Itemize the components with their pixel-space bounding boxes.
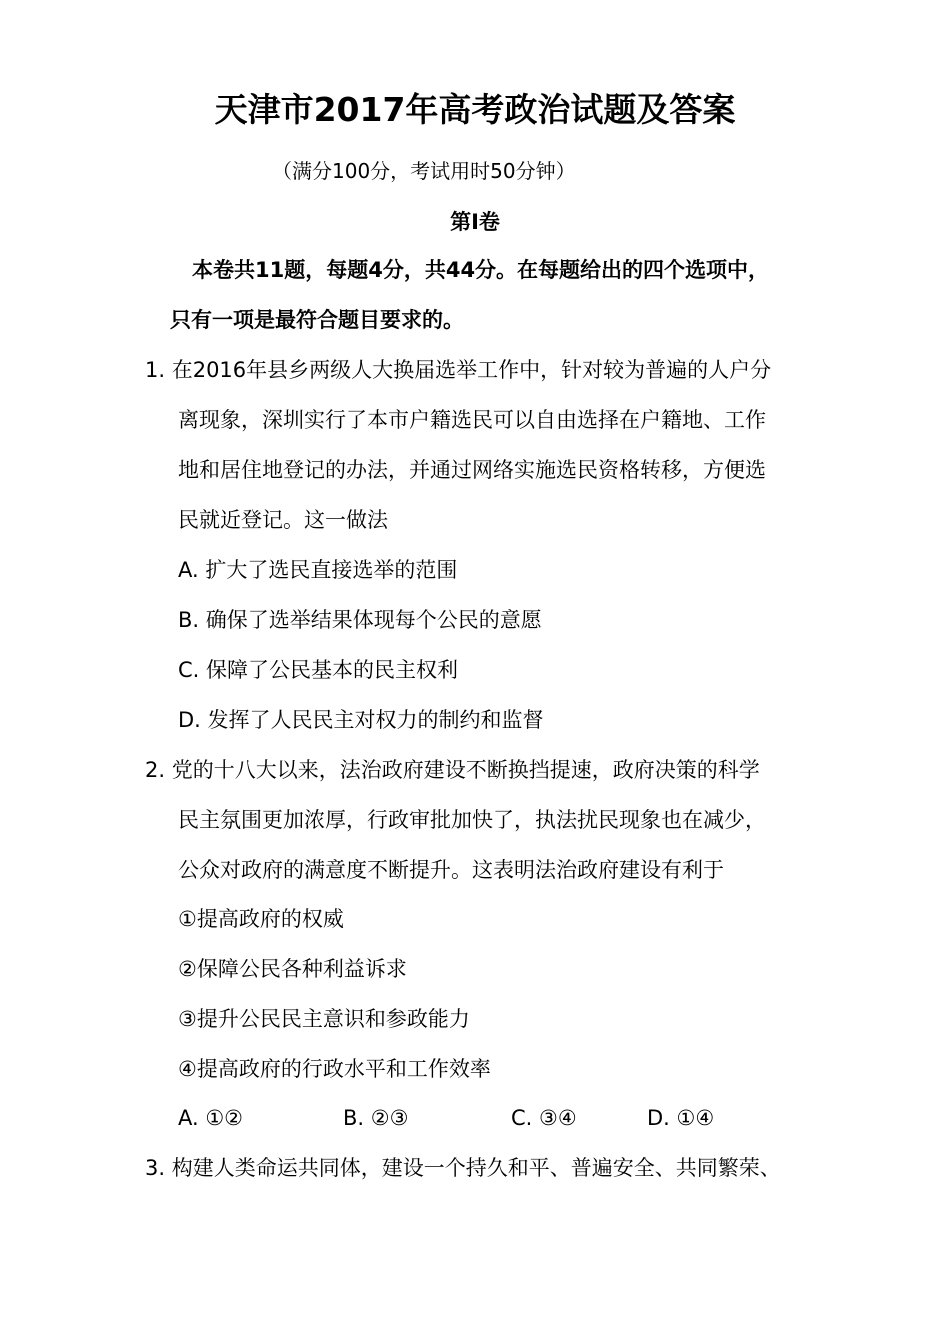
question-2-option-a: A. ①② [178, 1106, 243, 1130]
page-title: 天津市2017年高考政治试题及答案 [214, 90, 736, 129]
question-2-statement: ④提高政府的行政水平和工作效率 [178, 1057, 491, 1081]
question-2-stem-line: 公众对政府的满意度不断提升。这表明法治政府建设有利于 [178, 858, 724, 882]
question-2-option-c: C. ③④ [511, 1106, 577, 1130]
page-subtitle: （满分100分，考试用时50分钟） [272, 159, 576, 183]
question-2-option-b: B. ②③ [343, 1106, 409, 1130]
question-1-option-a: A. 扩大了选民直接选举的范围 [178, 558, 458, 582]
question-2-stem-line: 民主氛围更加浓厚，行政审批加快了，执法扰民现象也在减少， [178, 808, 766, 832]
instruction-line: 只有一项是最符合题目要求的。 [170, 308, 464, 332]
question-2-statement: ③提升公民民主意识和参政能力 [178, 1007, 470, 1031]
question-1-stem-line: 离现象，深圳实行了本市户籍选民可以自由选择在户籍地、工作 [178, 408, 766, 432]
question-1-option-c: C. 保障了公民基本的民主权利 [178, 658, 459, 682]
question-1-option-b: B. 确保了选举结果体现每个公民的意愿 [178, 608, 542, 632]
question-1-stem-line: 民就近登记。这一做法 [178, 508, 388, 532]
instruction-line: 本卷共11题，每题4分，共44分。在每题给出的四个选项中， [192, 258, 770, 282]
question-2-stem-line: 2. 党的十八大以来，法治政府建设不断换挡提速，政府决策的科学 [145, 758, 760, 782]
question-3-stem-line: 3. 构建人类命运共同体，建设一个持久和平、普遍安全、共同繁荣、 [145, 1156, 781, 1180]
question-2-option-d: D. ①④ [647, 1106, 715, 1130]
question-1-stem-line: 1. 在2016年县乡两级人大换届选举工作中，针对较为普遍的人户分 [145, 358, 772, 382]
question-1-stem-line: 地和居住地登记的办法，并通过网络实施选民资格转移，方便选 [178, 458, 766, 482]
section-title: 第Ⅰ卷 [450, 210, 500, 234]
question-2-statement: ②保障公民各种利益诉求 [178, 957, 407, 981]
question-2-statement: ①提高政府的权威 [178, 907, 344, 931]
question-1-option-d: D. 发挥了人民民主对权力的制约和监督 [178, 708, 544, 732]
